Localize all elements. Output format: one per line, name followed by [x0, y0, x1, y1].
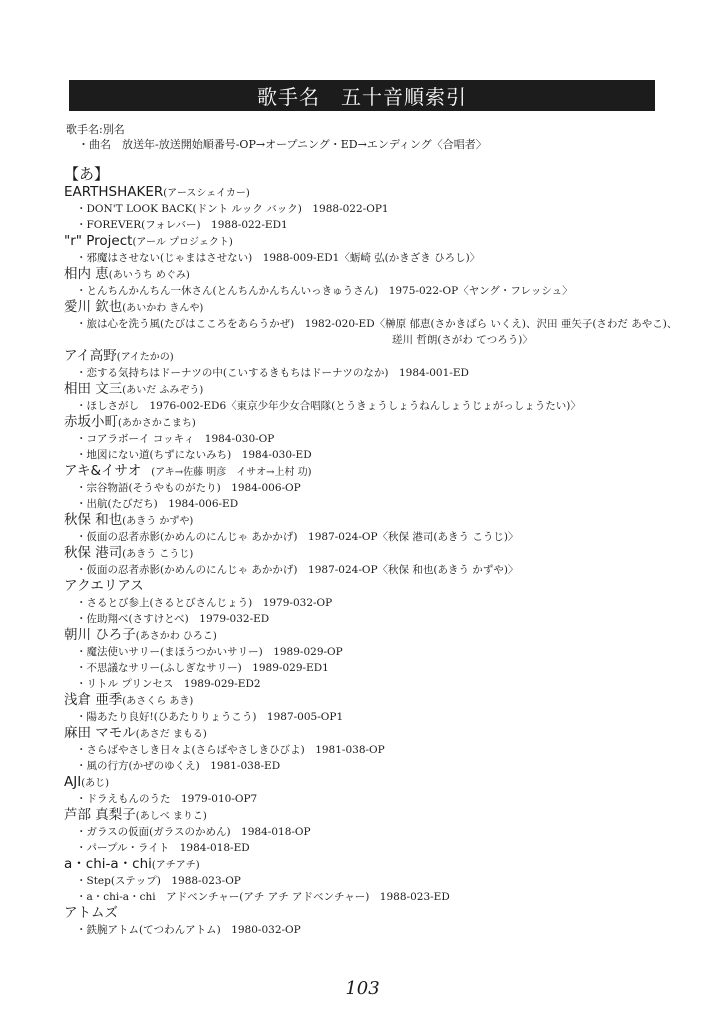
song-item: ・風の行方(かぜのゆくえ) 1981-038-ED — [76, 760, 281, 772]
song-item: ・ガラスの仮面(ガラスのかめん) 1984-018-OP — [76, 826, 311, 838]
artist-reading: (アール プロジェクト) — [132, 237, 233, 248]
page-title-bar — [69, 80, 655, 111]
song-item: ・とんちんかんちん一休さん(とんちんかんちんいっきゅうさん) 1975-022-OP〈ヤング・フレッシュ〉 — [76, 285, 573, 297]
artist-entry — [64, 299, 694, 348]
legend-line-2: ・曲名 放送年-放送開始順番号-OP→オープニング・ED→エンディング〈合唱者〉 — [78, 138, 487, 151]
song-item-continuation: 瑳川 哲朗(さがわ てつろう)〉 — [392, 334, 533, 346]
artist-reading: (あきう こうじ) — [122, 549, 194, 560]
artist-name: 赤坂小町(あかさかこまち) — [64, 414, 196, 430]
artist-name: 浅倉 亜季(あさくら あき) — [64, 692, 194, 708]
artist-entry — [64, 627, 694, 692]
song-item: ・邪魔はさせない(じゃまはさせない) 1988-009-ED1〈蛎崎 弘(かきざき ひろし)〉 — [76, 252, 481, 264]
artist-entry — [64, 774, 694, 807]
artist-reading: (アチアチ) — [151, 860, 200, 871]
artist-reading: (あいうち めぐみ) — [108, 270, 190, 281]
song-item: ・不思議なサリー(ふしぎなサリー) 1989-029-ED1 — [76, 662, 329, 674]
artist-reading: (あいだ ふみぞう) — [122, 385, 204, 396]
artist-entry — [64, 807, 694, 856]
artist-reading: (あいかわ きんや) — [122, 303, 204, 314]
artist-entry — [64, 725, 694, 774]
artist-entry — [64, 578, 694, 627]
artist-reading: (アキ→佐藤 明彦 イサオ→上村 功) — [141, 467, 312, 478]
song-item: ・仮面の忍者赤影(かめんのにんじゃ あかかげ) 1987-024-OP〈秋保 港司(あきう こうじ)〉 — [76, 531, 519, 543]
song-item: ・さらばやさしき日々よ(さらばやさしきひびよ) 1981-038-OP — [76, 744, 385, 756]
artist-name: 芦部 真梨子(あしべ まりこ) — [64, 807, 207, 823]
artist-name: EARTHSHAKER(アースシェイカー) — [64, 184, 250, 200]
artist-entry — [64, 414, 694, 463]
artist-reading: (あさだ まもる) — [135, 729, 207, 740]
artist-name: アイ高野(アイたかの) — [64, 348, 174, 364]
artist-entry — [64, 905, 694, 938]
artist-entry — [64, 512, 694, 545]
song-item: ・コアラボーイ コッキィ 1984-030-OP — [76, 433, 275, 445]
artist-entry — [64, 856, 694, 905]
song-item: ・宗谷物語(そうやものがたり) 1984-006-OP — [76, 482, 301, 494]
artist-reading: (あじ) — [81, 778, 110, 789]
song-item: ・リトル プリンセス 1989-029-ED2 — [76, 678, 261, 690]
song-item: ・地図にない道(ちずにないみち) 1984-030-ED — [76, 449, 312, 461]
page-title: 歌手名 五十音順索引 — [257, 85, 467, 109]
song-item: ・パープル・ライト 1984-018-ED — [76, 842, 250, 854]
song-item: ・ドラえもんのうた 1979-010-OP7 — [76, 793, 258, 805]
song-item: ・Step(ステップ) 1988-023-OP — [76, 875, 241, 887]
artist-entry — [64, 381, 694, 414]
song-item: ・旅は心を洗う風(たびはこころをあらうかぜ) 1982-020-ED〈榊原 郁恵(さかきばら いくえ)、沢田 亜矢子(さわだ あやこ)、 — [76, 318, 678, 330]
artist-reading: (あかさかこまち) — [118, 418, 196, 429]
artist-reading: (あしべ まりこ) — [135, 811, 207, 822]
artist-entry — [64, 463, 694, 512]
song-item: ・恋する気持ちはドーナツの中(こいするきもちはドーナツのなか) 1984-001-ED — [76, 367, 469, 379]
song-item: ・陽あたり良好!(ひあたりりょうこう) 1987-005-OP1 — [76, 711, 344, 723]
song-item: ・出航(たびだち) 1984-006-ED — [76, 498, 239, 510]
song-item: ・仮面の忍者赤影(かめんのにんじゃ あかかげ) 1987-024-OP〈秋保 和也(あきう かずや)〉 — [76, 564, 519, 576]
artist-name: アキ&イサオ (アキ→佐藤 明彦 イサオ→上村 功) — [64, 463, 312, 479]
song-item: ・FOREVER(フォレバー) 1988-022-ED1 — [76, 219, 288, 231]
artist-name: アトムズ — [64, 905, 118, 921]
artist-reading: (アイたかの) — [116, 352, 174, 363]
legend — [66, 122, 487, 152]
section-heading: 【あ】 — [64, 165, 110, 183]
song-item: ・佐助翔べ(さすけとべ) 1979-032-ED — [76, 613, 270, 625]
song-item: ・魔法使いサリー(まほうつかいサリー) 1989-029-OP — [76, 646, 343, 658]
artist-entry — [64, 266, 694, 299]
artist-name: アクエリアス — [64, 578, 144, 594]
artist-entry — [64, 692, 694, 725]
artist-reading: (あさくら あき) — [122, 696, 194, 707]
song-item: ・さるとび参上(さるとびさんじょう) 1979-032-OP — [76, 597, 333, 609]
artist-name: 秋保 港司(あきう こうじ) — [64, 545, 194, 561]
artist-name: 相内 恵(あいうち めぐみ) — [64, 266, 190, 282]
artist-name: AJI(あじ) — [64, 774, 110, 790]
legend-line-1: 歌手名:別名 — [66, 123, 125, 136]
artist-name: 相田 文三(あいだ ふみぞう) — [64, 381, 204, 397]
artist-name: a・chi-a・chi(アチアチ) — [64, 856, 200, 872]
page-number: 103 — [345, 978, 380, 999]
artist-name: "r" Project(アール プロジェクト) — [64, 233, 233, 249]
artist-name: 麻田 マモル(あさだ まもる) — [64, 725, 207, 741]
artist-reading: (アースシェイカー) — [163, 188, 250, 199]
artist-name: 愛川 欽也(あいかわ きんや) — [64, 299, 204, 315]
artist-list — [64, 184, 694, 938]
artist-entry — [64, 545, 694, 578]
artist-name: 秋保 和也(あきう かずや) — [64, 512, 194, 528]
song-item: ・a・chi-a・chi アドベンチャー(アチ アチ アドベンチャー) 1988-023-ED — [76, 891, 450, 903]
artist-reading: (あきう かずや) — [122, 516, 194, 527]
song-item: ・DON'T LOOK BACK(ドント ルック バック) 1988-022-OP1 — [76, 203, 389, 215]
artist-name: 朝川 ひろ子(あさかわ ひろこ) — [64, 627, 217, 643]
artist-entry — [64, 348, 694, 381]
song-item: ・鉄腕アトム(てつわんアトム) 1980-032-OP — [76, 924, 301, 936]
song-item: ・ほしさがし 1976-002-ED6〈東京少年少女合唱隊(とうきょうしょうねんしょうじょがっしょうたい)〉 — [76, 400, 581, 412]
artist-entry — [64, 184, 694, 233]
artist-reading: (あさかわ ひろこ) — [135, 631, 217, 642]
artist-entry — [64, 233, 694, 266]
